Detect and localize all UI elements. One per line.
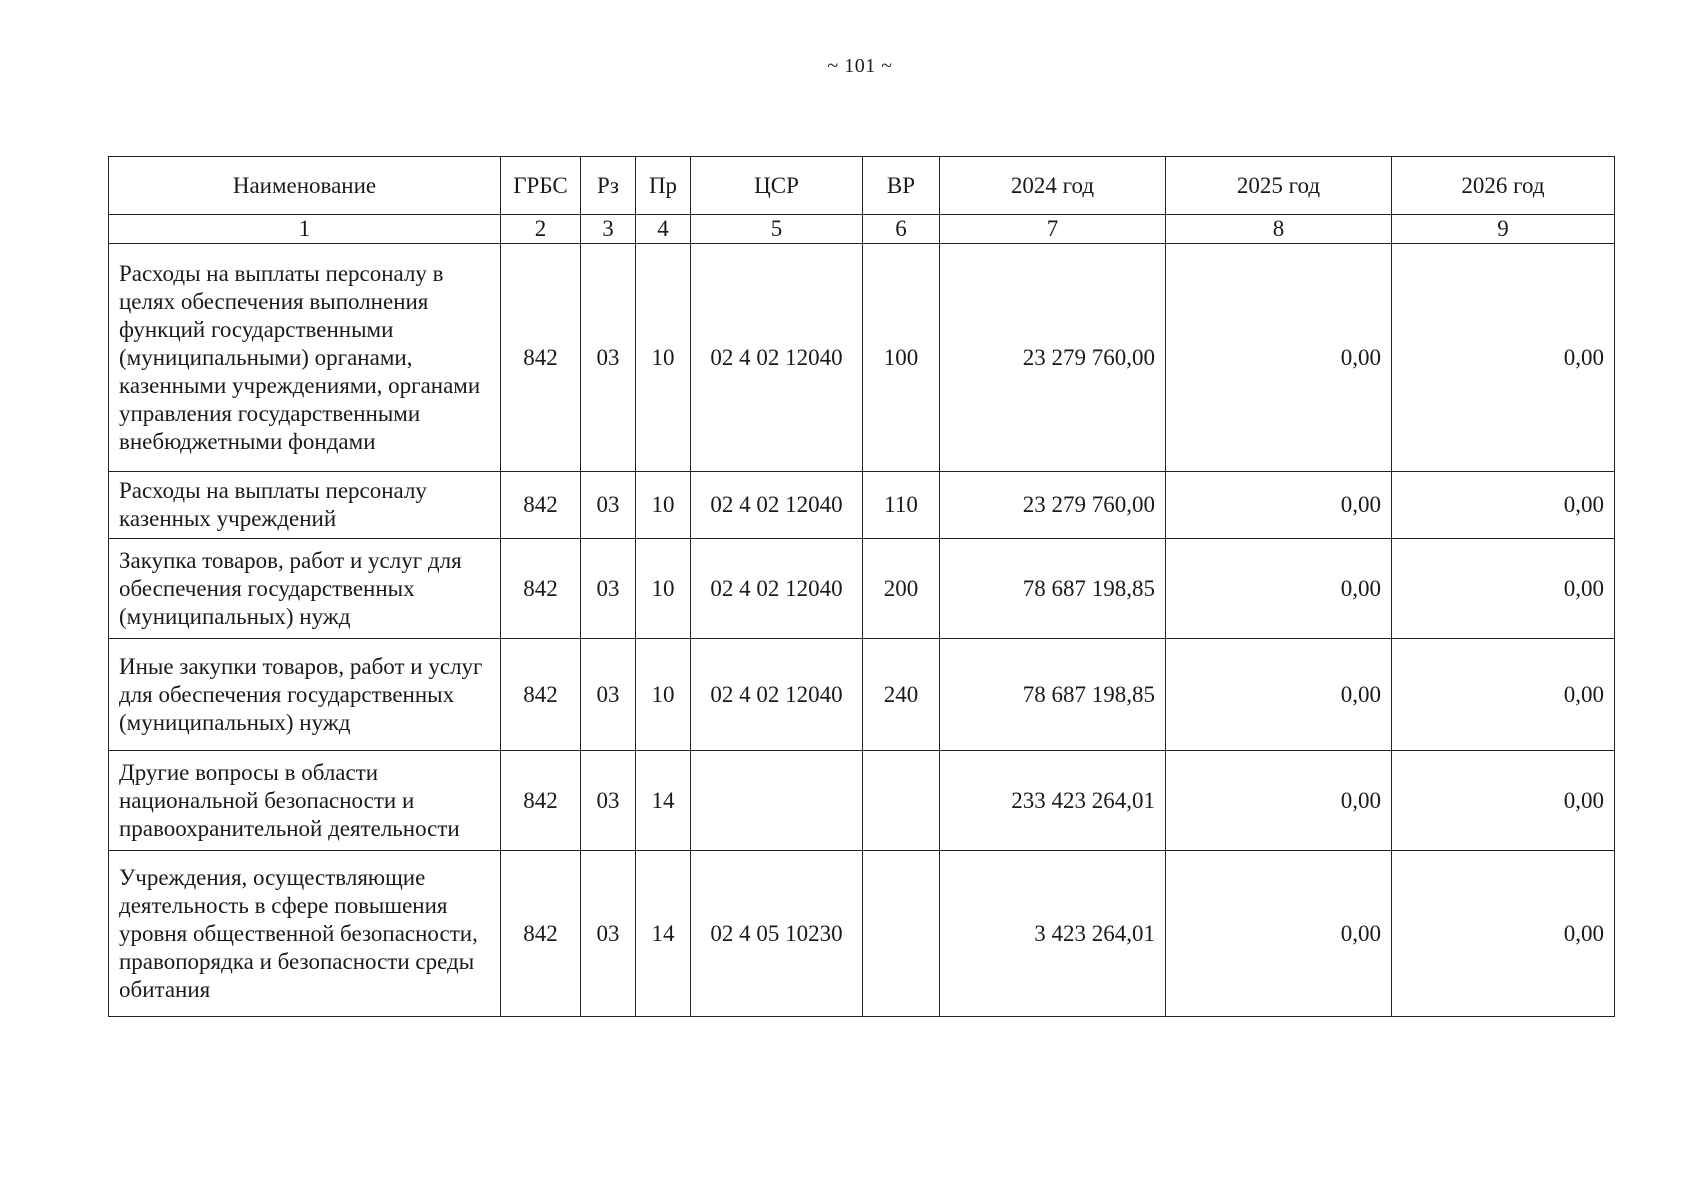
row-name: Закупка товаров, работ и услуг для обеспечения государственных (муниципальных) нужд xyxy=(109,539,501,639)
row-amount-2026: 0,00 xyxy=(1392,539,1615,639)
row-csr: 02 4 05 10230 xyxy=(691,851,863,1017)
header-2024: 2024 год xyxy=(940,157,1166,215)
row-rz: 03 xyxy=(581,472,636,539)
row-amount-2024: 23 279 760,00 xyxy=(940,472,1166,539)
row-rz: 03 xyxy=(581,751,636,851)
header-row xyxy=(109,157,1615,215)
row-amount-2024: 23 279 760,00 xyxy=(940,244,1166,472)
header-vr: ВР xyxy=(863,157,940,215)
row-grbs: 842 xyxy=(501,539,581,639)
row-pr: 10 xyxy=(636,639,691,751)
row-vr: 200 xyxy=(863,539,940,639)
table-row xyxy=(109,244,1615,472)
column-number: 4 xyxy=(636,215,691,244)
row-csr: 02 4 02 12040 xyxy=(691,244,863,472)
header-csr: ЦСР xyxy=(691,157,863,215)
row-vr xyxy=(863,751,940,851)
table-row xyxy=(109,751,1615,851)
row-grbs: 842 xyxy=(501,851,581,1017)
column-number-row xyxy=(109,215,1615,244)
table-row xyxy=(109,472,1615,539)
column-number: 9 xyxy=(1392,215,1615,244)
budget-table xyxy=(108,156,1615,1017)
row-grbs: 842 xyxy=(501,639,581,751)
row-rz: 03 xyxy=(581,639,636,751)
table-row xyxy=(109,851,1615,1017)
row-amount-2026: 0,00 xyxy=(1392,244,1615,472)
table-row xyxy=(109,539,1615,639)
row-name: Расходы на выплаты персоналу казенных учреждений xyxy=(109,472,501,539)
row-rz: 03 xyxy=(581,539,636,639)
column-number: 8 xyxy=(1166,215,1392,244)
row-amount-2025: 0,00 xyxy=(1166,639,1392,751)
row-pr: 10 xyxy=(636,244,691,472)
row-amount-2025: 0,00 xyxy=(1166,472,1392,539)
header-2026: 2026 год xyxy=(1392,157,1615,215)
row-grbs: 842 xyxy=(501,472,581,539)
row-amount-2026: 0,00 xyxy=(1392,851,1615,1017)
header-rz: Рз xyxy=(581,157,636,215)
page-number: ~ 101 ~ xyxy=(827,55,893,77)
row-grbs: 842 xyxy=(501,244,581,472)
column-number: 5 xyxy=(691,215,863,244)
row-name: Иные закупки товаров, работ и услуг для обеспечения государственных (муниципальных) нужд xyxy=(109,639,501,751)
row-vr xyxy=(863,851,940,1017)
row-amount-2026: 0,00 xyxy=(1392,472,1615,539)
row-amount-2024: 78 687 198,85 xyxy=(940,639,1166,751)
row-amount-2024: 3 423 264,01 xyxy=(940,851,1166,1017)
column-number: 2 xyxy=(501,215,581,244)
table-row xyxy=(109,639,1615,751)
header-pr: Пр xyxy=(636,157,691,215)
row-csr: 02 4 02 12040 xyxy=(691,472,863,539)
column-number: 1 xyxy=(109,215,501,244)
row-csr: 02 4 02 12040 xyxy=(691,639,863,751)
column-number: 6 xyxy=(863,215,940,244)
row-amount-2024: 78 687 198,85 xyxy=(940,539,1166,639)
row-amount-2025: 0,00 xyxy=(1166,751,1392,851)
row-csr: 02 4 02 12040 xyxy=(691,539,863,639)
row-vr: 100 xyxy=(863,244,940,472)
row-pr: 14 xyxy=(636,751,691,851)
row-rz: 03 xyxy=(581,244,636,472)
row-pr: 10 xyxy=(636,539,691,639)
row-amount-2024: 233 423 264,01 xyxy=(940,751,1166,851)
row-pr: 10 xyxy=(636,472,691,539)
row-amount-2026: 0,00 xyxy=(1392,751,1615,851)
header-name: Наименование xyxy=(109,157,501,215)
row-grbs: 842 xyxy=(501,751,581,851)
row-amount-2026: 0,00 xyxy=(1392,639,1615,751)
row-pr: 14 xyxy=(636,851,691,1017)
row-vr: 110 xyxy=(863,472,940,539)
row-amount-2025: 0,00 xyxy=(1166,244,1392,472)
row-amount-2025: 0,00 xyxy=(1166,539,1392,639)
row-name: Учреждения, осуществляющие деятельность в сфере повышения уровня общественной безопасности, правопорядка и безопасности среды обитания xyxy=(109,851,501,1017)
column-number: 7 xyxy=(940,215,1166,244)
row-vr: 240 xyxy=(863,639,940,751)
header-2025: 2025 год xyxy=(1166,157,1392,215)
row-csr xyxy=(691,751,863,851)
row-rz: 03 xyxy=(581,851,636,1017)
header-grbs: ГРБС xyxy=(501,157,581,215)
row-amount-2025: 0,00 xyxy=(1166,851,1392,1017)
row-name: Другие вопросы в области национальной безопасности и правоохранительной деятельности xyxy=(109,751,501,851)
row-name: Расходы на выплаты персоналу в целях обеспечения выполнения функций государственными (муниципальными) органами, казенными учреждениями, органами управления государственными внебюджетными фондами xyxy=(109,244,501,472)
column-number: 3 xyxy=(581,215,636,244)
